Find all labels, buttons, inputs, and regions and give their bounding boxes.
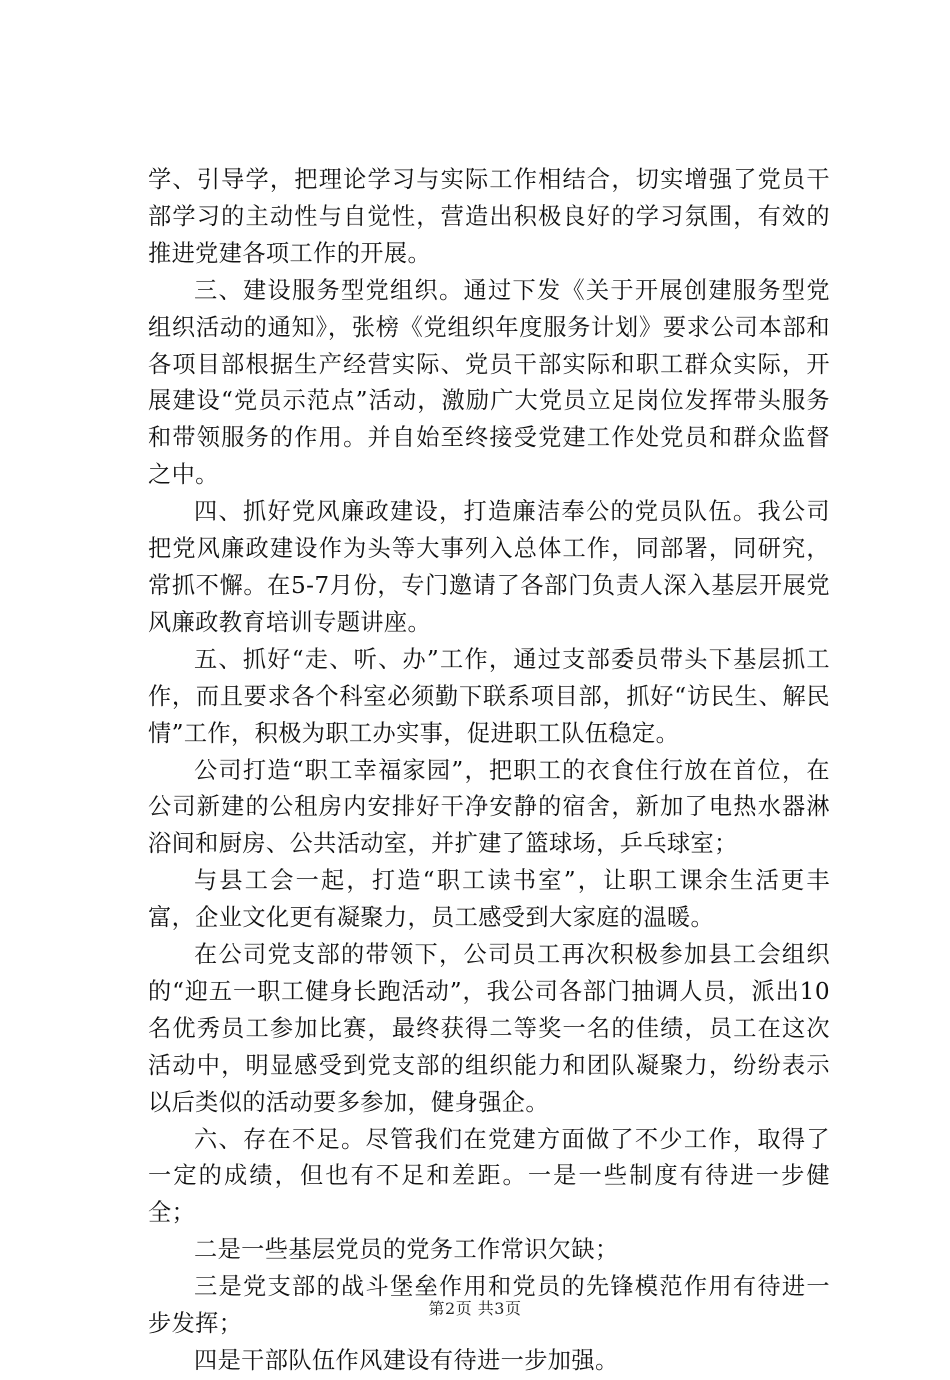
paragraph-4: 五、抓好“走、听、办”工作，通过支部委员带头下基层抓工作，而且要求各个科室必须勤下联系项目部，抓好“访民生、解民情”工作，积极为职工办实事，促进职工队伍稳定。 [148,645,830,747]
paragraph-8: 六、存在不足。尽管我们在党建方面做了不少工作，取得了一定的成绩，但也有不足和差距。一是一些制度有待进一步健全； [148,1125,830,1227]
page-footer: 第2页 共3页 [428,1299,522,1318]
paragraph-1: 学、引导学，把理论学习与实际工作相结合，切实增强了党员干部学习的主动性与自觉性，营造出积极良好的学习氛围，有效的推进党建各项工作的开展。 [148,166,830,267]
document-body [148,162,830,1380]
paragraph-2: 三、建设服务型党组织。通过下发《关于开展创建服务型党组织活动的通知》，张榜《党组织年度服务计划》要求公司本部和各项目部根据生产经营实际、党员干部实际和职工群众实际，开展建设“党员示范点”活动，激励广大党员立足岗位发挥带头服务和带领服务的作用。并自始至终接受党建工作处党员和群众监督之中。 [148,276,830,489]
paragraph-9: 二是一些基层党员的党务工作常识欠缺； [194,1236,619,1264]
paragraph-11: 四是干部队伍作风建设有待进一步加强。 [194,1347,619,1374]
paragraph-7: 在公司党支部的带领下，公司员工再次积极参加县工会组织的“迎五一职工健身长跑活动”，我公司各部门抽调人员，派出10名优秀员工参加比赛，最终获得二等奖一名的佳绩，员工在这次活动中，明显感受到党支部的组织能力和团队凝聚力，纷纷表示以后类似的活动要多参加，健身强企。 [148,941,830,1116]
paragraph-3: 四、抓好党风廉政建设，打造廉洁奉公的党员队伍。我公司把党风廉政建设作为头等大事列入总体工作，同部署，同研究，常抓不懈。在5-7月份，专门邀请了各部门负责人深入基层开展党风廉政教育培训专题讲座。 [148,498,830,636]
paragraph-5: 公司打造“职工幸福家园”，把职工的衣食住行放在首位，在公司新建的公租房内安排好干净安静的宿舍，新加了电热水器淋浴间和厨房、公共活动室，并扩建了篮球场，乒乓球室； [148,756,830,858]
paragraph-10: 三是党支部的战斗堡垒作用和党员的先锋模范作用有待进一步发挥； [148,1273,830,1338]
paragraph-6: 与县工会一起，打造“职工读书室”，让职工课余生活更丰富，企业文化更有凝聚力，员工感受到大家庭的温暖。 [148,867,830,932]
